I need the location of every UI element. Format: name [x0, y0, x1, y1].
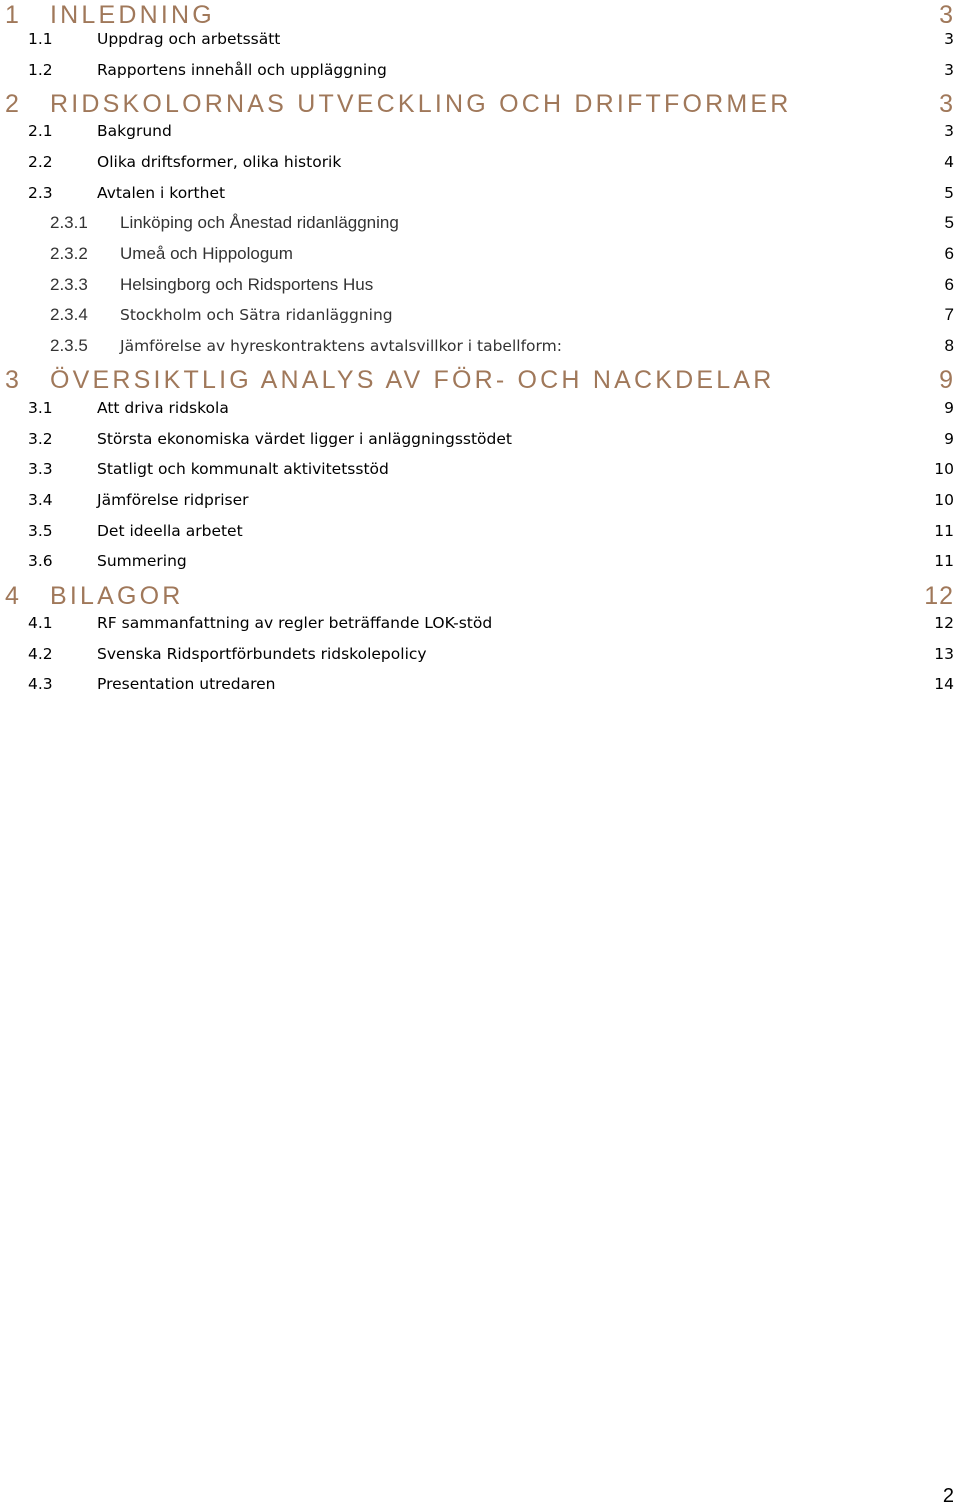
- toc-entry-3-3[interactable]: [0, 458, 960, 480]
- page-number: 2: [942, 1485, 954, 1507]
- toc-entry-4-3[interactable]: [0, 673, 960, 695]
- toc-entry-1-1[interactable]: [0, 28, 960, 50]
- toc-page: 5: [944, 184, 954, 202]
- toc-title: Helsingborg och Ridsportens Hus: [120, 275, 374, 294]
- toc-number: 1.2: [28, 61, 53, 79]
- toc-page: 3: [944, 61, 954, 79]
- toc-title: Uppdrag och arbetssätt: [97, 30, 281, 48]
- toc-entry-3-6[interactable]: [0, 550, 960, 572]
- toc-page: 11: [934, 522, 954, 540]
- toc-number: 3.2: [28, 430, 53, 448]
- toc-number: 4: [5, 582, 23, 610]
- toc-title: Jämförelse ridpriser: [97, 491, 249, 509]
- toc-title: INLEDNING: [50, 1, 215, 29]
- toc-entry-2-3-2[interactable]: [0, 243, 960, 265]
- toc-number: 3.5: [28, 522, 53, 540]
- toc-number: 4.1: [28, 614, 53, 632]
- toc-number: 3: [5, 366, 23, 394]
- toc-title: Presentation utredaren: [97, 675, 276, 693]
- toc-title: ÖVERSIKTLIG ANALYS AV FÖR- OCH NACKDELAR: [50, 366, 775, 394]
- toc-title: Stockholm och Sätra ridanläggning: [120, 306, 393, 324]
- toc-page: 7: [944, 305, 954, 324]
- toc-title: Bakgrund: [97, 122, 172, 140]
- toc-page: 12: [934, 614, 954, 632]
- toc-entry-3-2[interactable]: [0, 428, 960, 450]
- toc-number: 2.3.4: [50, 305, 88, 324]
- toc-page: 11: [934, 552, 954, 570]
- toc-entry-2-3-3[interactable]: [0, 274, 960, 296]
- toc-number: 2.3.5: [50, 336, 88, 355]
- toc-entry-2-3-5[interactable]: [0, 335, 960, 357]
- toc-number: 2.3: [28, 184, 53, 202]
- toc-entry-4-1[interactable]: [0, 612, 960, 634]
- toc-page: 3: [944, 30, 954, 48]
- toc-page: 6: [944, 244, 954, 263]
- toc-number: 3.6: [28, 552, 53, 570]
- toc-title: Statligt och kommunalt aktivitetsstöd: [97, 460, 389, 478]
- toc-number: 2.3.2: [50, 244, 88, 263]
- toc-page: 10: [934, 460, 954, 478]
- toc-number: 2.3.1: [50, 213, 88, 232]
- toc-title: RIDSKOLORNAS UTVECKLING OCH DRIFTFORMER: [50, 90, 792, 118]
- toc-number: 2.3.3: [50, 275, 88, 294]
- toc-number: 4.3: [28, 675, 53, 693]
- toc-page: 3: [939, 90, 954, 118]
- toc-entry-3-1[interactable]: [0, 397, 960, 419]
- toc-page: 3: [939, 1, 954, 29]
- toc-title: Umeå och Hippologum: [120, 244, 293, 263]
- toc-title: BILAGOR: [50, 582, 184, 610]
- toc-page: 3: [944, 122, 954, 140]
- toc-title: Rapportens innehåll och uppläggning: [97, 61, 387, 79]
- toc-heading-1[interactable]: [0, 0, 960, 30]
- toc-page: 14: [934, 675, 954, 693]
- toc-entry-2-1[interactable]: [0, 120, 960, 142]
- toc-page: 4: [944, 153, 954, 171]
- toc-page: 9: [939, 366, 954, 394]
- toc-title: Att driva ridskola: [97, 399, 229, 417]
- toc-number: 3.3: [28, 460, 53, 478]
- toc-title: Linköping och Ånestad ridanläggning: [120, 213, 399, 232]
- toc-title: Olika driftsformer, olika historik: [97, 153, 342, 171]
- toc-title: Det ideella arbetet: [97, 522, 243, 540]
- toc-page: 10: [934, 491, 954, 509]
- toc-number: 1: [5, 1, 23, 29]
- toc-title: RF sammanfattning av regler beträffande LOK-stöd: [97, 614, 493, 632]
- toc-number: 3.1: [28, 399, 53, 417]
- toc-title: Summering: [97, 552, 187, 570]
- toc-entry-3-5[interactable]: [0, 520, 960, 542]
- toc-page: 6: [944, 275, 954, 294]
- toc-title: Jämförelse av hyreskontraktens avtalsvillkor i tabellform:: [120, 337, 562, 355]
- toc-page: 8: [944, 336, 954, 355]
- toc-heading-2[interactable]: [0, 89, 960, 119]
- toc-page: 12: [924, 582, 954, 610]
- toc-number: 4.2: [28, 645, 53, 663]
- toc-page: 5: [944, 213, 954, 232]
- toc-page: 9: [944, 399, 954, 417]
- toc-entry-2-2[interactable]: [0, 151, 960, 173]
- toc-number: 3.4: [28, 491, 53, 509]
- toc-title: Största ekonomiska värdet ligger i anläggningsstödet: [97, 430, 512, 448]
- toc-entry-4-2[interactable]: [0, 643, 960, 665]
- toc-entry-3-4[interactable]: [0, 489, 960, 511]
- toc-number: 2.2: [28, 153, 53, 171]
- toc-entry-2-3-1[interactable]: [0, 212, 960, 234]
- toc-heading-4[interactable]: [0, 581, 960, 611]
- toc-title: Svenska Ridsportförbundets ridskolepolicy: [97, 645, 427, 663]
- toc-number: 1.1: [28, 30, 53, 48]
- toc-page: 9: [944, 430, 954, 448]
- toc-entry-2-3-4[interactable]: [0, 304, 960, 326]
- toc-entry-1-2[interactable]: [0, 59, 960, 81]
- toc-title: Avtalen i korthet: [97, 184, 226, 202]
- toc-heading-3[interactable]: [0, 365, 960, 395]
- toc-number: 2.1: [28, 122, 53, 140]
- toc-entry-2-3[interactable]: [0, 182, 960, 204]
- toc-number: 2: [5, 90, 23, 118]
- toc-page: 13: [934, 645, 954, 663]
